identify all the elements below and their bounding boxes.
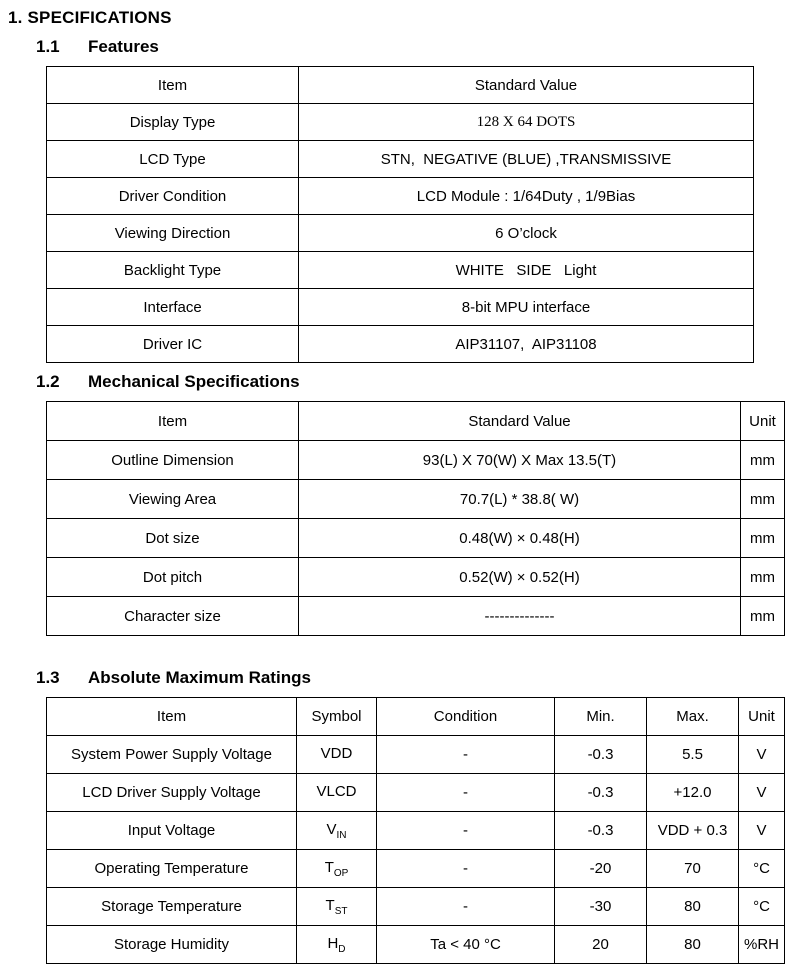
cell-unit: °C [739, 850, 785, 888]
cell-max: 80 [647, 926, 739, 964]
section-number: 1.1 [36, 37, 60, 56]
cell-unit: mm [741, 480, 785, 519]
cell-min: -0.3 [555, 774, 647, 812]
cell-item: Viewing Direction [47, 215, 299, 252]
cell-min: 20 [555, 926, 647, 964]
cell-max: 80 [647, 888, 739, 926]
cell-max: 70 [647, 850, 739, 888]
cell-item: Backlight Type [47, 252, 299, 289]
table-row [47, 888, 785, 926]
section-title: Absolute Maximum Ratings [88, 668, 311, 687]
table-row [47, 597, 785, 636]
cell-condition: - [377, 774, 555, 812]
features-table [46, 66, 754, 363]
cell-item: LCD Driver Supply Voltage [47, 774, 297, 812]
cell-value: LCD Module : 1/64Duty , 1/9Bias [299, 178, 754, 215]
cell-condition: - [377, 812, 555, 850]
symbol-main: VLCD [316, 782, 357, 800]
cell-value: 70.7(L) * 38.8( W) [299, 480, 741, 519]
table-header-row [47, 402, 785, 441]
cell-symbol [297, 812, 377, 850]
table-row [47, 850, 785, 888]
symbol-main: T [325, 896, 335, 914]
column-header-max: Max. [647, 698, 739, 736]
cell-min: -20 [555, 850, 647, 888]
table-row [47, 558, 785, 597]
cell-unit: %RH [739, 926, 785, 964]
column-header-condition: Condition [377, 698, 555, 736]
cell-unit: V [739, 736, 785, 774]
cell-item: Interface [47, 289, 299, 326]
table-row [47, 326, 754, 363]
cell-unit: mm [741, 441, 785, 480]
cell-min: -30 [555, 888, 647, 926]
section-number: 1.3 [36, 668, 60, 687]
column-header-unit: Unit [739, 698, 785, 736]
cell-item: System Power Supply Voltage [47, 736, 297, 774]
table-row [47, 480, 785, 519]
cell-item: Dot pitch [47, 558, 299, 597]
cell-item: Storage Temperature [47, 888, 297, 926]
symbol-main: H [327, 934, 339, 952]
symbol-subscript: ST [334, 905, 348, 917]
section-number: 1.2 [36, 372, 60, 391]
cell-value: WHITE SIDE Light [299, 252, 754, 289]
cell-max: +12.0 [647, 774, 739, 812]
section-title: Features [88, 37, 159, 56]
cell-unit: V [739, 774, 785, 812]
cell-item: Viewing Area [47, 480, 299, 519]
page-title: 1. SPECIFICATIONS [8, 8, 172, 27]
column-header-unit: Unit [741, 402, 785, 441]
cell-unit: mm [741, 519, 785, 558]
symbol-subscript: D [338, 943, 346, 955]
table-row [47, 519, 785, 558]
mechanical-table [46, 401, 785, 636]
cell-unit: mm [741, 558, 785, 597]
cell-max: 5.5 [647, 736, 739, 774]
table-row [47, 812, 785, 850]
column-header-item: Item [47, 402, 299, 441]
cell-unit: °C [739, 888, 785, 926]
cell-item: Driver IC [47, 326, 299, 363]
column-header-item: Item [47, 67, 299, 104]
ratings-table [46, 697, 785, 964]
cell-condition: - [377, 736, 555, 774]
cell-value: 0.52(W) × 0.52(H) [299, 558, 741, 597]
cell-item: Input Voltage [47, 812, 297, 850]
section-title: Mechanical Specifications [88, 372, 300, 391]
cell-symbol [297, 850, 377, 888]
cell-max: VDD + 0.3 [647, 812, 739, 850]
table-row [47, 252, 754, 289]
cell-value: 128 X 64 DOTS [299, 104, 754, 141]
section-heading-ratings [36, 668, 790, 688]
section-heading-mechanical [36, 372, 790, 392]
cell-condition: Ta < 40 °C [377, 926, 555, 964]
cell-value: -------------- [299, 597, 741, 636]
table-row [47, 289, 754, 326]
cell-symbol [297, 888, 377, 926]
column-header-value: Standard Value [299, 67, 754, 104]
section-heading-features [36, 37, 790, 57]
cell-unit: mm [741, 597, 785, 636]
column-header-value: Standard Value [299, 402, 741, 441]
section-mechanical [8, 372, 790, 636]
table-row [47, 774, 785, 812]
cell-value: 0.48(W) × 0.48(H) [299, 519, 741, 558]
column-header-item: Item [47, 698, 297, 736]
table-header-row [47, 698, 785, 736]
table-header-row [47, 67, 754, 104]
table-row [47, 141, 754, 178]
cell-value: AIP31107, AIP31108 [299, 326, 754, 363]
cell-item: LCD Type [47, 141, 299, 178]
table-row [47, 441, 785, 480]
table-row [47, 215, 754, 252]
cell-symbol [297, 926, 377, 964]
cell-symbol [297, 774, 377, 812]
cell-value: 6 O’clock [299, 215, 754, 252]
cell-min: -0.3 [555, 736, 647, 774]
cell-condition: - [377, 850, 555, 888]
cell-value: STN, NEGATIVE (BLUE) ,TRANSMISSIVE [299, 141, 754, 178]
cell-item: Dot size [47, 519, 299, 558]
table-row [47, 178, 754, 215]
symbol-subscript: IN [336, 829, 347, 841]
cell-condition: - [377, 888, 555, 926]
cell-item: Driver Condition [47, 178, 299, 215]
cell-item: Operating Temperature [47, 850, 297, 888]
symbol-main: V [326, 820, 337, 838]
cell-value: 8-bit MPU interface [299, 289, 754, 326]
cell-value: 93(L) X 70(W) X Max 13.5(T) [299, 441, 741, 480]
cell-item: Storage Humidity [47, 926, 297, 964]
cell-item: Outline Dimension [47, 441, 299, 480]
column-header-symbol: Symbol [297, 698, 377, 736]
cell-min: -0.3 [555, 812, 647, 850]
section-features [8, 37, 790, 363]
cell-unit: V [739, 812, 785, 850]
cell-item: Display Type [47, 104, 299, 141]
symbol-subscript: OP [333, 867, 349, 879]
cell-symbol [297, 736, 377, 774]
table-row [47, 736, 785, 774]
table-row [47, 104, 754, 141]
cell-item: Character size [47, 597, 299, 636]
symbol-main: T [324, 858, 334, 876]
column-header-min: Min. [555, 698, 647, 736]
symbol-main: VDD [320, 744, 353, 762]
section-ratings [8, 668, 790, 964]
table-row [47, 926, 785, 964]
